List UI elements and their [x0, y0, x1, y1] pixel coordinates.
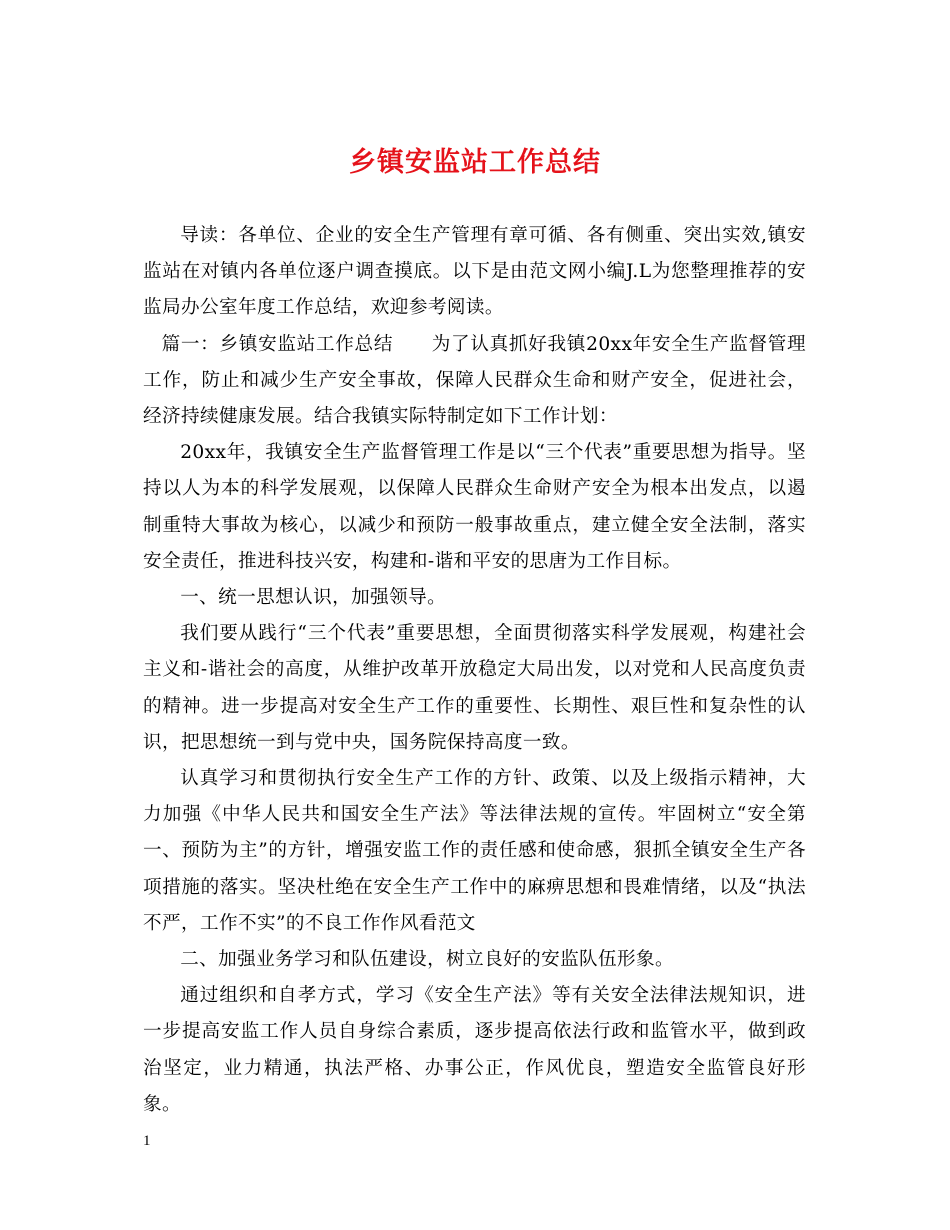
- paragraph-study-policy: 认真学习和贯彻执行安全生产工作的方针、政策、以及上级指示精神，大力加强《中华人民共和国安全生产法》等法律法规的宣传。牢固树立“安全第一、预防为主”的方针，增强安监工作的责任感和使命感，狠抓全镇安全生产各项措施的落实。坚决杜绝在安全生产工作中的麻痹思想和畏难情绪，以及“执法不严，工作不实”的不良工作作风看范文: [143, 768, 806, 934]
- section-heading-one: 一、统一思想认识，加强领导。: [180, 587, 447, 609]
- paragraph-guiding-principle: 20xx年，我镇安全生产监督管理工作是以“三个代表”重要思想为指导。坚持以人为本的科学发展观，以保障人民群众生命财产安全为根本出发点，以遏制重特大事故为核心，以减少和预防一般事故重点，建立健全安全法制，落实安全责任，推进科技兴安，构建和-谐和平安的思唐为工作目标。: [143, 442, 806, 572]
- paragraph-team-building: 通过组织和自孝方式，学习《安全生产法》等有关安全法律法规知识，进一步提高安监工作人员自身综合素质，逐步提高依法行政和监管水平，做到政治坚定，业力精通，执法严格、办事公正，作风优良，塑造安全监管良好形象。: [143, 985, 806, 1115]
- document-body: [143, 218, 806, 1123]
- paragraph-unify-thinking: 我们要从践行“三个代表”重要思想，全面贯彻落实科学发展观，构建社会主义和-谐社会的高度，从维护改革开放稳定大局出发，以对党和人民高度负责的精神。进一步提高对安全生产工作的重要性、长期性、艰巨性和复杂性的认识，把思想统一到与党中央，国务院保持高度一致。: [143, 623, 806, 753]
- page-number: 1: [143, 1133, 151, 1149]
- paragraph-intro: 导读：各单位、企业的安全生产管理有章可循、各有侧重、突出实效,镇安监站在对镇内各单位逐户调查摸底。以下是由范文网小编J.L为您整理推荐的安监局办公室年度工作总结，欢迎参考阅读。: [143, 225, 806, 319]
- document-title: 乡镇安监站工作总结: [349, 147, 601, 178]
- section-heading-two: 二、加强业务学习和队伍建设，树立良好的安监队伍形象。: [180, 949, 675, 971]
- paragraph-part-one: 篇一：乡镇安监站工作总结 为了认真抓好我镇20xx年安全生产监督管理工作，防止和减少生产安全事故，保障人民群众生命和财产安全，促进社会，经济持续健康发展。结合我镇实际特制定如下工作计划：: [143, 333, 806, 428]
